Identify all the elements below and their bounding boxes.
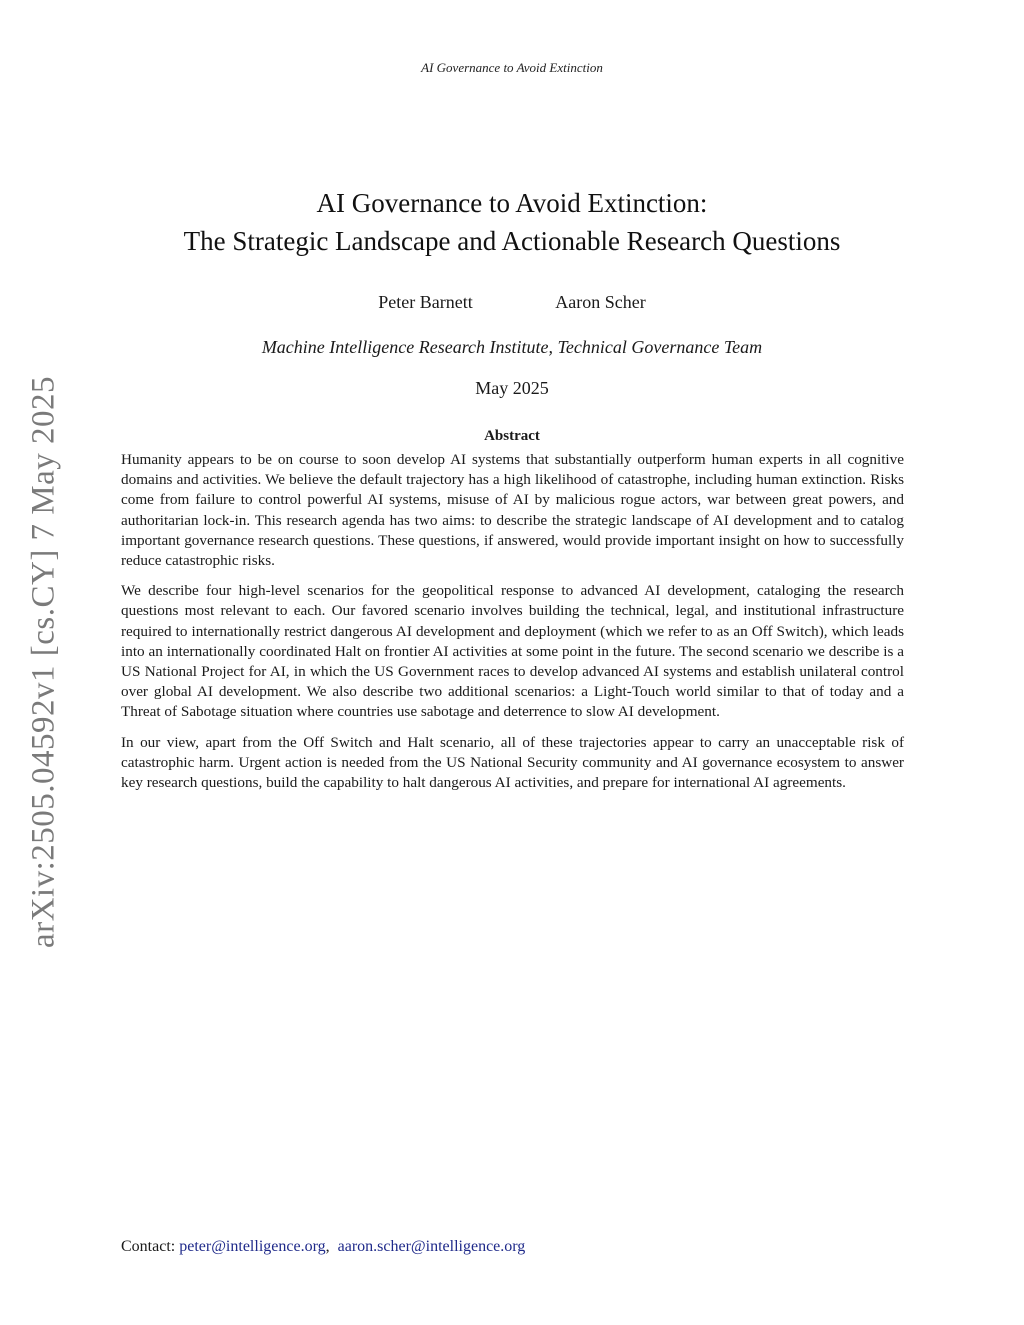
abstract-body	[121, 450, 904, 803]
title-line-1: AI Governance to Avoid Extinction:	[316, 188, 708, 218]
author-list	[0, 292, 1024, 313]
email-link-peter[interactable]: peter@intelligence.org	[179, 1238, 326, 1255]
contact-label: Contact:	[121, 1238, 176, 1255]
abstract-paragraph: We describe four high-level scenarios for the geopolitical response to advanced AI development, cataloging the research questions most relevant to each. Our favored scenario involves building the technical, legal, and institutional infrastructure required to internationally restrict dangerous AI development and deployment (which we refer to as an Off Switch), which leads into an internationally coordinated Halt on frontier AI activities at some point in the future. The second scenario we describe is a US National Project for AI, in which the US Government races to develop advanced AI systems and establish unilateral control over global AI development. We also describe two additional scenarios: a Light-Touch world similar to that of today and a Threat of Sabotage situation where countries use sabotage and deterrence to slow AI development.	[121, 582, 904, 721]
author-name: Peter Barnett	[378, 292, 473, 312]
abstract-heading: Abstract	[484, 428, 540, 444]
email-separator: ,	[325, 1238, 330, 1255]
abstract-paragraph: In our view, apart from the Off Switch and Halt scenario, all of these trajectories appear to carry an unacceptable risk of catastrophic harm. Urgent action is needed from the US National Security community and AI governance ecosystem to answer key research questions, build the capability to halt dangerous AI activities, and prepare for international AI agreements.	[121, 733, 904, 792]
contact-line	[121, 1238, 525, 1256]
publication-date: May 2025	[475, 378, 549, 398]
author-name: Aaron Scher	[555, 292, 646, 312]
running-head: AI Governance to Avoid Extinction	[421, 60, 603, 75]
paper-title	[0, 184, 1024, 260]
email-link-aaron[interactable]: aaron.scher@intelligence.org	[337, 1238, 526, 1255]
abstract-paragraph: Humanity appears to be on course to soon develop AI systems that substantially outperform human experts in all cognitive domains and activities. We believe the default trajectory has a high likelihood of catastrophe, including human extinction. Risks come from failure to control powerful AI systems, misuse of AI by malicious rogue actors, war between great powers, and authoritarian lock-in. This research agenda has two aims: to describe the strategic landscape of AI development and to catalog important governance research questions. These questions, if answered, would provide important insight on how to successfully reduce catastrophic risks.	[121, 451, 904, 570]
affiliation: Machine Intelligence Research Institute, Technical Governance Team	[261, 337, 763, 357]
title-line-2: The Strategic Landscape and Actionable Research Questions	[183, 226, 841, 256]
arxiv-identifier-stamp: arXiv:2505.04592v1 [cs.CY] 7 May 2025	[25, 375, 62, 949]
